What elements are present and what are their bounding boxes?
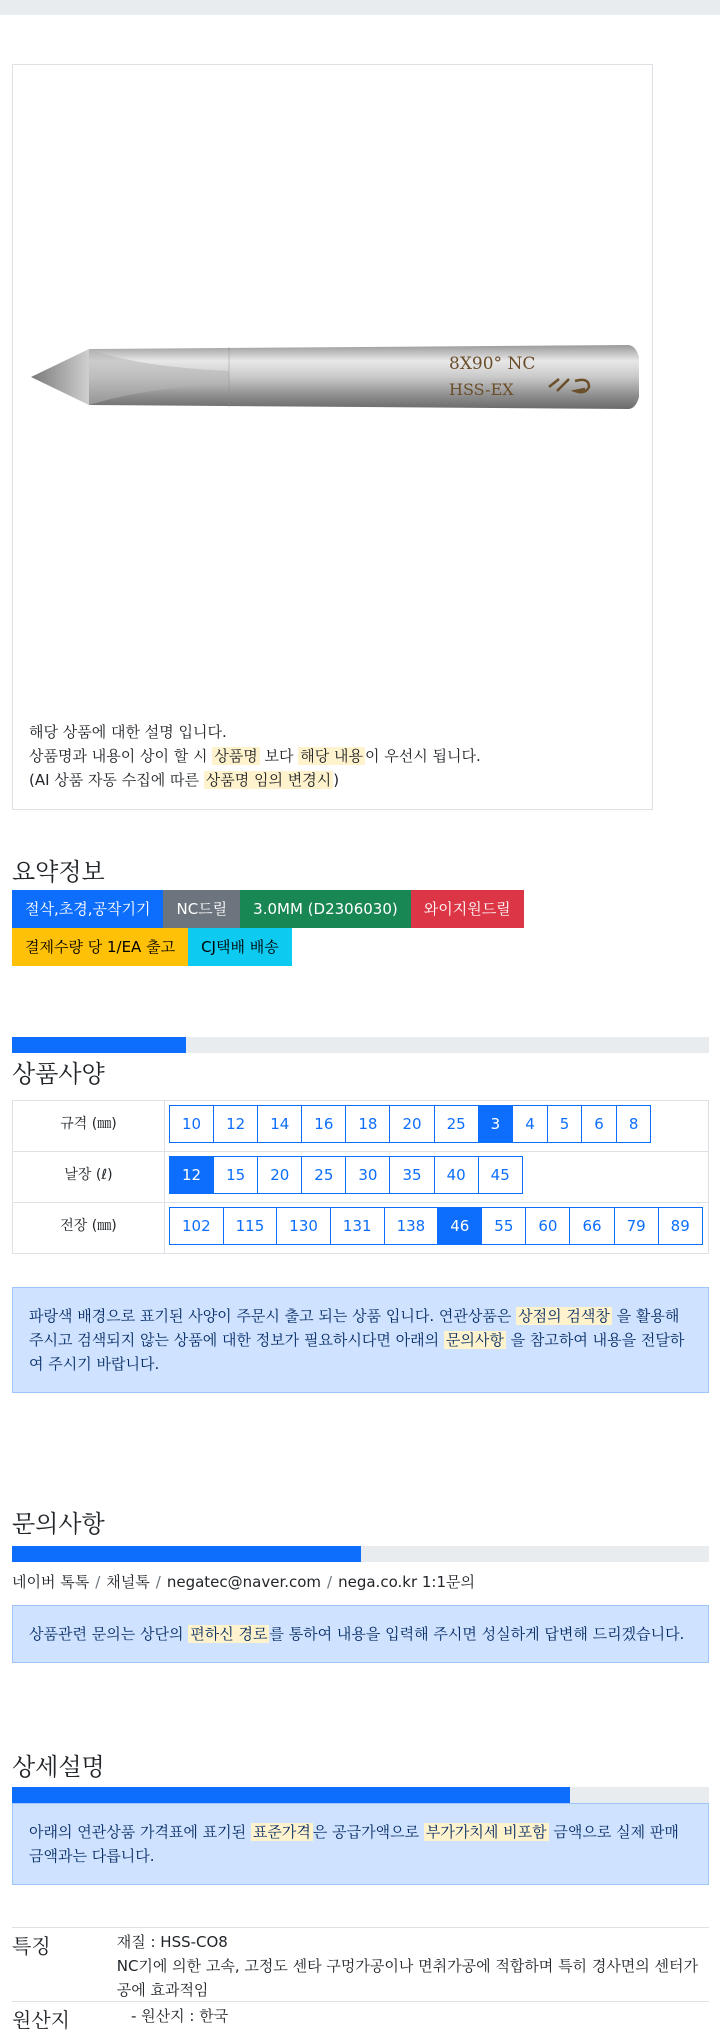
spec-option-button[interactable]: 3 [478, 1105, 514, 1143]
detail-title: 상세설명 [12, 1753, 105, 1781]
note-text: ) [333, 771, 340, 789]
spec-option-button[interactable]: 102 [169, 1207, 224, 1245]
size-options [169, 1105, 708, 1147]
drill-marking-top: 8X90° NC [449, 354, 536, 374]
spec-option-button[interactable]: 30 [345, 1156, 390, 1194]
spec-option-button[interactable]: 40 [434, 1156, 479, 1194]
spec-option-button[interactable]: 55 [481, 1207, 526, 1245]
drill-marking-bottom: HSS-EX [449, 380, 514, 399]
model-badge[interactable]: 3.0MM (D2306030) [240, 890, 411, 928]
inquiry-progress-fill [12, 1546, 361, 1562]
note-highlight: 상품명 임의 변경시 [205, 771, 332, 789]
category-badge[interactable]: 절삭,초경,공작기기 [12, 890, 163, 928]
separator: / [155, 1573, 161, 1591]
alert-highlight: 부가가치세 비포함 [425, 1823, 547, 1841]
spec-option-button[interactable]: 12 [213, 1105, 258, 1143]
note-text: 상품명과 내용이 상이 할 시 [29, 747, 213, 765]
spec-option-button[interactable]: 131 [330, 1207, 385, 1245]
spec-option-button[interactable]: 10 [169, 1105, 214, 1143]
spec-option-button[interactable]: 130 [276, 1207, 331, 1245]
origin-value: - 원산지 : 한국 [131, 2007, 229, 2025]
spec-title: 상품사양 [12, 1060, 105, 1088]
detail-progress [12, 1787, 709, 1803]
spec-option-button[interactable]: 8 [616, 1105, 652, 1143]
feature-label: 특징 [12, 1934, 51, 1958]
spec-progress-fill [12, 1037, 186, 1053]
note-highlight: 상품명 [214, 747, 258, 765]
feature-value [117, 1928, 709, 2002]
channel-talk-link[interactable]: 채널톡 [106, 1573, 150, 1591]
image-note-line1: 해당 상품에 대한 설명 입니다. [29, 723, 227, 741]
spec-progress [12, 1037, 709, 1053]
separator: / [327, 1573, 333, 1591]
spec-option-button[interactable]: 4 [512, 1105, 548, 1143]
note-text: 보다 [259, 747, 299, 765]
spec-option-button[interactable]: 138 [384, 1207, 439, 1245]
summary-badges-row1 [12, 890, 524, 928]
spec-option-button[interactable]: 15 [213, 1156, 258, 1194]
feature-row [12, 1927, 709, 2002]
image-note-line2 [29, 744, 481, 768]
spec-option-button[interactable]: 20 [389, 1105, 434, 1143]
alert-text: 금액으로 실제 판매금액과는 다릅니다. [29, 1823, 679, 1865]
one-on-one-link[interactable]: nega.co.kr 1:1문의 [338, 1573, 475, 1591]
quantity-badge: 결제수량 당 1/EA 출고 [12, 928, 188, 966]
spec-option-button[interactable]: 79 [614, 1207, 659, 1245]
spec-options [165, 1152, 709, 1203]
spec-option-button[interactable]: 16 [301, 1105, 346, 1143]
spec-option-button[interactable]: 115 [223, 1207, 278, 1245]
spec-option-button[interactable]: 20 [257, 1156, 302, 1194]
alert-highlight: 표준가격 [252, 1823, 311, 1841]
feature-material: 재질 : HSS-CO8 [116, 1933, 228, 1951]
inquiry-alert [12, 1605, 709, 1663]
spec-option-button[interactable]: 14 [257, 1105, 302, 1143]
product-image [29, 337, 639, 417]
alert-text: 를 통하여 내용을 입력해 주시면 성실하게 답변해 드리겠습니다. [269, 1625, 685, 1643]
inquiry-title: 문의사항 [12, 1510, 105, 1538]
spec-options [165, 1203, 709, 1254]
image-note [29, 720, 481, 792]
spec-table [12, 1100, 709, 1254]
summary-title: 요약정보 [12, 858, 105, 886]
image-note-line3 [29, 768, 481, 792]
flute-options [169, 1156, 708, 1198]
brand-badge[interactable]: 와이지원드릴 [411, 890, 524, 928]
spec-option-button[interactable]: 5 [547, 1105, 583, 1143]
alert-text: 을 활용해 주시고 검색되지 않는 상품에 대한 정보가 필요하시다면 아래의 [29, 1307, 680, 1349]
top-bar [0, 0, 720, 15]
spec-option-button[interactable]: 46 [437, 1207, 482, 1245]
spec-option-button[interactable]: 66 [569, 1207, 614, 1245]
spec-label: 전장 (㎜) [13, 1203, 165, 1254]
product-image-card [12, 64, 653, 810]
spec-label: 날장 (ℓ) [13, 1152, 165, 1203]
alert-text: 은 공급가액으로 [312, 1823, 424, 1841]
alert-text: 아래의 연관상품 가격표에 표기된 [29, 1823, 251, 1841]
origin-row [12, 2001, 709, 2033]
spec-row-length [13, 1203, 709, 1254]
spec-option-button[interactable]: 25 [434, 1105, 479, 1143]
spec-alert [12, 1287, 709, 1393]
spec-option-button[interactable]: 12 [169, 1156, 214, 1194]
origin-label: 원산지 [12, 2008, 70, 2032]
spec-option-button[interactable]: 6 [581, 1105, 617, 1143]
spec-option-button[interactable]: 25 [301, 1156, 346, 1194]
alert-text: 파랑색 배경으로 표기된 사양이 주문시 출고 되는 상품 입니다. 연관상품은 [29, 1307, 517, 1325]
spec-label: 규격 (㎜) [13, 1101, 165, 1152]
spec-option-button[interactable]: 18 [345, 1105, 390, 1143]
separator: / [95, 1573, 101, 1591]
spec-option-button[interactable]: 45 [478, 1156, 523, 1194]
length-options [169, 1207, 708, 1249]
detail-progress-fill [12, 1787, 570, 1803]
spec-option-button[interactable]: 35 [389, 1156, 434, 1194]
alert-highlight: 상점의 검색창 [518, 1307, 610, 1325]
note-text: (AI 상품 자동 수집에 따른 [29, 771, 204, 789]
subcategory-badge[interactable]: NC드릴 [163, 890, 240, 928]
spec-row-size [13, 1101, 709, 1152]
spec-option-button[interactable]: 60 [525, 1207, 570, 1245]
alert-highlight: 편하신 경로 [190, 1625, 268, 1643]
detail-alert [12, 1803, 709, 1885]
alert-highlight: 문의사항 [445, 1331, 504, 1349]
note-text: 이 우선시 됩니다. [364, 747, 481, 765]
spec-options [165, 1101, 709, 1152]
inquiry-progress [12, 1546, 709, 1562]
shipping-badge: CJ택배 배송 [188, 928, 292, 966]
feature-description: NC기에 의한 고속, 고정도 센타 구멍가공이나 면취가공에 적합하며 특히 경사면의 센터가공에 효과적임 [116, 1957, 699, 1999]
summary-badges-row2 [12, 928, 292, 966]
alert-text: 상품관련 문의는 상단의 [29, 1625, 189, 1643]
contact-links [12, 1571, 475, 1592]
alert-text: 을 참고하여 내용을 전달하여 주시기 바랍니다. [29, 1331, 685, 1373]
note-highlight: 해당 내용 [300, 747, 363, 765]
spec-option-button[interactable]: 89 [658, 1207, 703, 1245]
email-link[interactable]: negatec@naver.com [166, 1573, 322, 1591]
naver-talk-link[interactable]: 네이버 톡톡 [12, 1573, 90, 1591]
spec-row-flute [13, 1152, 709, 1203]
